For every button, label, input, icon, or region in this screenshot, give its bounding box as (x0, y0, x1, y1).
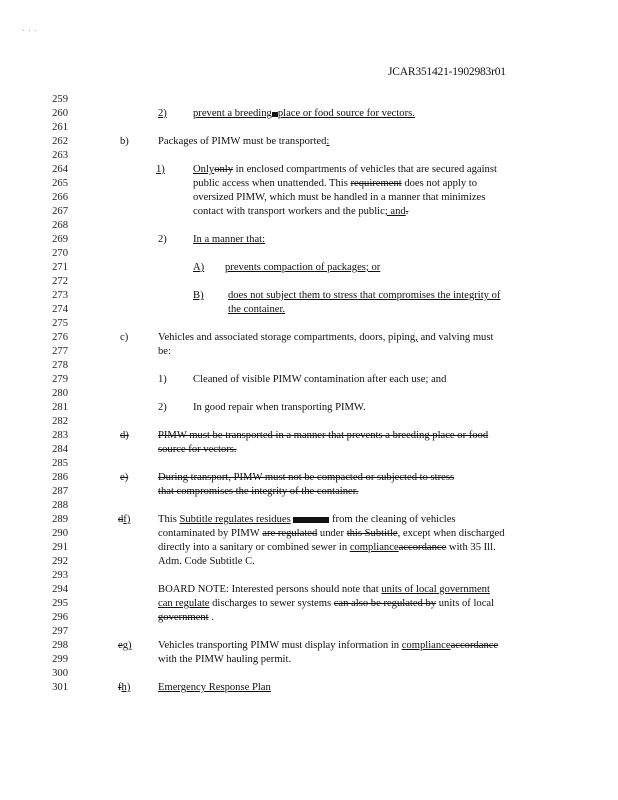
line-number: 284 (52, 444, 68, 455)
line-number: 288 (52, 500, 68, 511)
line-292: Adm. Code Subtitle C. (158, 556, 255, 567)
line-number: 298 (52, 640, 68, 651)
line-number: 274 (52, 304, 68, 315)
line-273: does not subject them to stress that compromises the integrity of (228, 290, 501, 301)
scan-specks: · · · (22, 26, 37, 37)
item-2-number: 2) (158, 108, 167, 119)
label-f: df) (118, 514, 131, 525)
line-264: Onlyonly in enclosed compartments of vehicles that are secured against (193, 164, 497, 175)
line-274: the container. (228, 304, 286, 315)
line-number: 289 (52, 514, 68, 525)
item-2-number: 2) (158, 402, 167, 413)
line-number: 262 (52, 136, 68, 147)
line-number: 282 (52, 416, 68, 427)
item-2-number: 2) (158, 234, 167, 245)
line-271: prevents compaction of packages; or (225, 262, 381, 273)
line-279: Cleaned of visible PIMW contamination after each use; and (193, 374, 447, 385)
line-number: 278 (52, 360, 68, 371)
line-281: In good repair when transporting PIMW. (193, 402, 366, 413)
line-265: public access when unattended. This requirement does not apply to (193, 178, 478, 189)
line-number: 263 (52, 150, 68, 161)
line-267: contact with transport workers and the public; and. (193, 206, 409, 217)
line-number: 290 (52, 528, 68, 539)
line-299: with the PIMW hauling permit. (158, 654, 292, 665)
line-number: 297 (52, 626, 68, 637)
line-291: directly into a sanitary or combined sewer in complianceaccordance with 35 Ill. (158, 542, 496, 553)
line-277: be: (158, 346, 171, 357)
line-276: Vehicles and associated storage compartments, doors, piping, and valving must (158, 332, 494, 343)
label-b: b) (120, 136, 129, 147)
redaction (293, 517, 329, 523)
line-number: 272 (52, 276, 68, 287)
line-number: 279 (52, 374, 68, 385)
label-B: B) (193, 290, 204, 301)
line-number: 281 (52, 402, 68, 413)
line-266: oversized PIMW, which must be handled in a manner that minimizes (193, 192, 486, 203)
line-number: 269 (52, 234, 68, 245)
line-289: This Subtitle regulates residues from the cleaning of vehicles (158, 514, 456, 525)
line-286-struck: During transport, PIMW must not be compacted or subjected to stress (158, 472, 455, 483)
line-number: 277 (52, 346, 68, 357)
line-287-struck: that compromises the integrity of the container. (158, 486, 359, 497)
line-295: can regulate discharges to sewer systems can also be regulated by units of local (158, 598, 495, 609)
line-number: 270 (52, 248, 68, 259)
label-g: eg) (118, 640, 132, 651)
line-number: 273 (52, 290, 68, 301)
line-298: Vehicles transporting PIMW must display information in complianceaccordance (158, 640, 499, 651)
line-number: 266 (52, 192, 68, 203)
line-301: Emergency Response Plan (158, 682, 271, 693)
line-number: 295 (52, 598, 68, 609)
line-284-struck: source for vectors. (158, 444, 237, 455)
line-number: 301 (52, 682, 68, 693)
line-260: prevent a breeding place or food source for vectors. (193, 108, 415, 119)
label-c: c) (120, 332, 129, 343)
line-283-struck: PIMW must be transported in a manner that prevents a breeding place or food (158, 430, 489, 441)
line-number: 293 (52, 570, 68, 581)
line-number: 291 (52, 542, 68, 553)
label-A: A) (193, 262, 205, 273)
item-1-number: 1) (156, 164, 165, 175)
line-number: 299 (52, 654, 68, 665)
line-number: 271 (52, 262, 68, 273)
line-number: 265 (52, 178, 68, 189)
line-number: 283 (52, 430, 68, 441)
line-294: BOARD NOTE: Interested persons should note that units of local government (158, 584, 490, 595)
label-d-struck: d) (120, 430, 129, 441)
line-number: 300 (52, 668, 68, 679)
line-number: 267 (52, 206, 68, 217)
item-1-number: 1) (158, 374, 167, 385)
line-number: 292 (52, 556, 68, 567)
line-290: contaminated by PIMW are regulated under this Subtitle, except when discharged (158, 528, 505, 539)
line-296: government . (158, 612, 214, 623)
line-number: 286 (52, 472, 68, 483)
document-id: JCAR351421-1902983r01 (388, 66, 506, 78)
line-number: 296 (52, 612, 68, 623)
line-number: 261 (52, 122, 68, 133)
line-269: In a manner that: (193, 234, 266, 245)
line-number: 287 (52, 486, 68, 497)
line-number: 275 (52, 318, 68, 329)
line-number: 264 (52, 164, 68, 175)
line-number: 285 (52, 458, 68, 469)
line-number: 280 (52, 388, 68, 399)
line-number: 276 (52, 332, 68, 343)
line-number: 294 (52, 584, 68, 595)
line-262: Packages of PIMW must be transported: (158, 136, 330, 147)
label-e-struck: e) (120, 472, 129, 483)
line-number: 268 (52, 220, 68, 231)
line-number: 259 (52, 94, 68, 105)
label-h: fh) (118, 682, 131, 693)
line-number: 260 (52, 108, 68, 119)
